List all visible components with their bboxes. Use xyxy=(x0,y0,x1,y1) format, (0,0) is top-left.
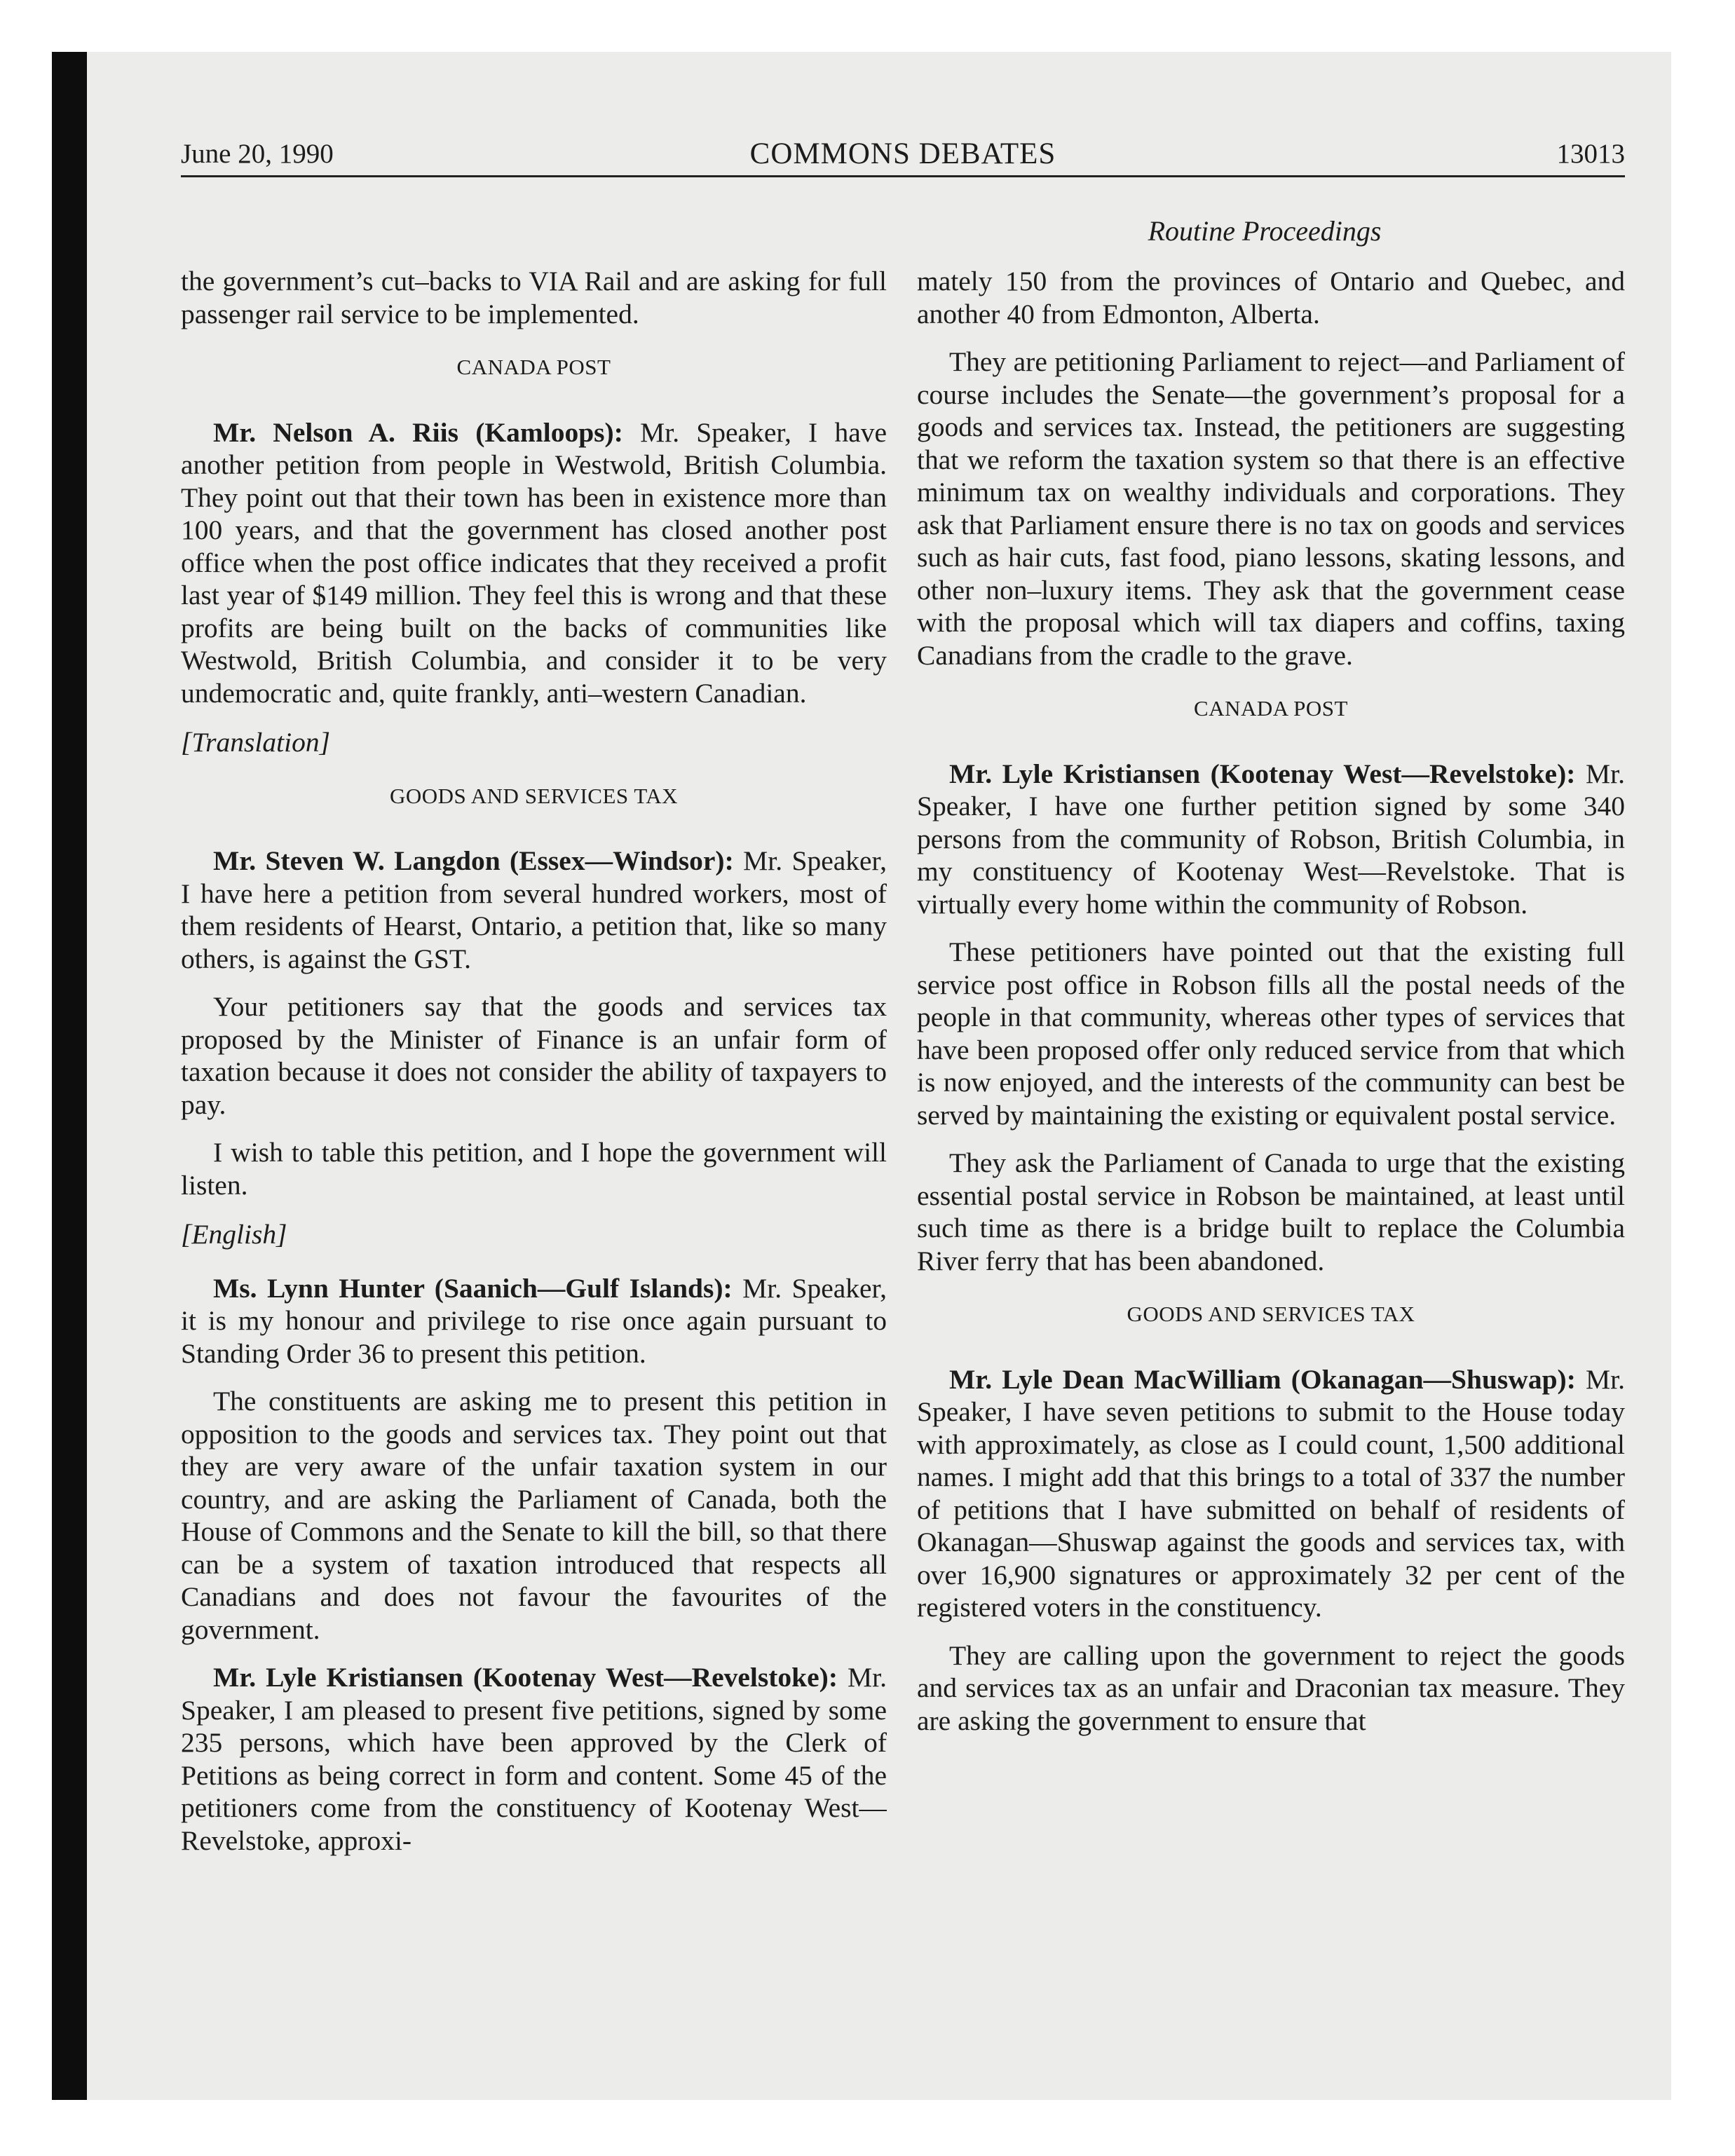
speech-paragraph xyxy=(181,416,887,710)
speech-text: Mr. Speaker, I have seven petitions to submit to the House today with approximately, as close as I could count, 1,500 additional names. I might add that this brings to a total of 337 the number of petitions that I have submitted on behalf of residents of Okanagan—Shuswap against the goods and services tax, with over 16,900 signatures or approximately 32 per cent of the registered voters in the constituency. xyxy=(917,1363,1625,1623)
body-paragraph: Your petitioners say that the goods and services tax proposed by the Minister of Finance is an unfair form of taxation because it does not consider the ability of taxpayers to pay. xyxy=(181,991,887,1120)
speaker-name: Mr. Steven W. Langdon (Essex—Windsor): xyxy=(213,845,734,876)
speech-text: Mr. Speaker, I have another petition from people in Westwold, British Columbia. They point out that their town has been in existence more than 100 years, and that the government has closed another post office when the post office indicates that they received a profit last year of $149 million. They feel this is wrong and that these profits are being built on the backs of communities like Westwold, British Columbia, and consider it to be very undemocratic and, quite frankly, anti–western Canadian. xyxy=(181,416,887,709)
right-column xyxy=(917,265,1625,1975)
speech-paragraph xyxy=(181,845,887,975)
speech-text: Mr. Speaker, I have one further petition signed by some 340 persons from the community of Robson, British Columbia, in my constituency of Kootenay West—Revelstoke. That is virtually every home within the community of Robson. xyxy=(917,758,1625,920)
speech-paragraph xyxy=(917,758,1625,921)
page-header xyxy=(181,133,1625,175)
section-heading: GOODS AND SERVICES TAX xyxy=(1127,1302,1415,1326)
header-date: June 20, 1990 xyxy=(181,139,334,169)
body-paragraph: The constituents are asking me to present this petition in opposition to the goods and services tax. They point out that they are very aware of the unfair taxation system in our country, and are asking the Parliament of Canada, both the House of Commons and the Senate to kill the bill, so that there can be a system of taxation introduced that respects all Canadians and does not favour the favourites of the government. xyxy=(181,1386,887,1645)
speech-text: Mr. Speaker, I am pleased to present five petitions, signed by some 235 persons, which have been approved by the Clerk of Petitions as being correct in form and content. Some 45 of the petitioners come from the constituency of Kootenay West—Revelstoke, approxi- xyxy=(181,1662,887,1856)
speech-text: Mr. Speaker, it is my honour and privilege to rise once again pursuant to Standing Order 36 to present this petition. xyxy=(181,1272,887,1369)
header-rule xyxy=(181,175,1625,177)
body-paragraph: I wish to table this petition, and I hope the government will listen. xyxy=(181,1137,887,1201)
speaker-name: Ms. Lynn Hunter (Saanich—Gulf Islands): xyxy=(213,1272,733,1304)
language-marker: [Translation] xyxy=(181,727,330,758)
language-marker: [English] xyxy=(181,1219,287,1250)
section-heading: CANADA POST xyxy=(1194,696,1348,721)
speech-paragraph xyxy=(181,1272,887,1370)
header-title: COMMONS DEBATES xyxy=(749,137,1056,170)
body-paragraph: These petitioners have pointed out that the existing full service post office in Robson fills all the postal needs of the people in that community, whereas other types of services that have been proposed offer only reduced service from that which is now enjoyed, and the interests of the community can best be served by maintaining the existing or equivalent postal service. xyxy=(917,936,1625,1131)
speaker-name: Mr. Lyle Kristiansen (Kootenay West—Revelstoke): xyxy=(213,1662,838,1693)
body-paragraph: They ask the Parliament of Canada to urge that the existing essential postal service in Robson be maintained, at least until such time as there is a bridge built to replace the Columbia River ferry that has been abandoned. xyxy=(917,1147,1625,1276)
speaker-name: Mr. Lyle Kristiansen (Kootenay West—Revelstoke): xyxy=(949,758,1576,789)
body-paragraph: They are calling upon the government to reject the goods and services tax as an unfair and Draconian tax measure. They are asking the government to ensure that xyxy=(917,1639,1625,1736)
section-subheader: Routine Proceedings xyxy=(1148,215,1382,247)
speech-paragraph xyxy=(181,1661,887,1857)
speech-text: Mr. Speaker, I have here a petition from several hundred workers, most of them residents of Hearst, Ontario, a petition that, like so many others, is against the GST. xyxy=(181,845,887,974)
header-page-number: 13013 xyxy=(1556,139,1625,169)
left-column xyxy=(181,265,887,1975)
speech-paragraph xyxy=(917,1363,1625,1624)
body-paragraph: the government’s cut–backs to VIA Rail and are asking for full passenger rail service to be implemented. xyxy=(181,266,887,329)
body-paragraph: mately 150 from the provinces of Ontario and Quebec, and another 40 from Edmonton, Alberta. xyxy=(917,266,1625,329)
section-heading: GOODS AND SERVICES TAX xyxy=(389,783,679,808)
speaker-name: Mr. Lyle Dean MacWilliam (Okanagan—Shuswap): xyxy=(949,1363,1576,1395)
scan-binding-edge xyxy=(52,52,87,2100)
speaker-name: Mr. Nelson A. Riis (Kamloops): xyxy=(213,416,623,448)
body-paragraph: They are petitioning Parliament to reject—and Parliament of course includes the Senate—the government’s proposal for a goods and services tax. Instead, the petitioners are suggesting that we reform the taxation system so that there is an effective minimum tax on wealthy individuals and corporations. They ask that Parliament ensure there is no tax on goods and services such as hair cuts, fast food, piano lessons, skating lessons, and other non–luxury items. They ask that the government cease with the proposal which will tax diapers and coffins, taxing Canadians from the cradle to the grave. xyxy=(917,346,1625,671)
section-heading: CANADA POST xyxy=(456,355,611,379)
